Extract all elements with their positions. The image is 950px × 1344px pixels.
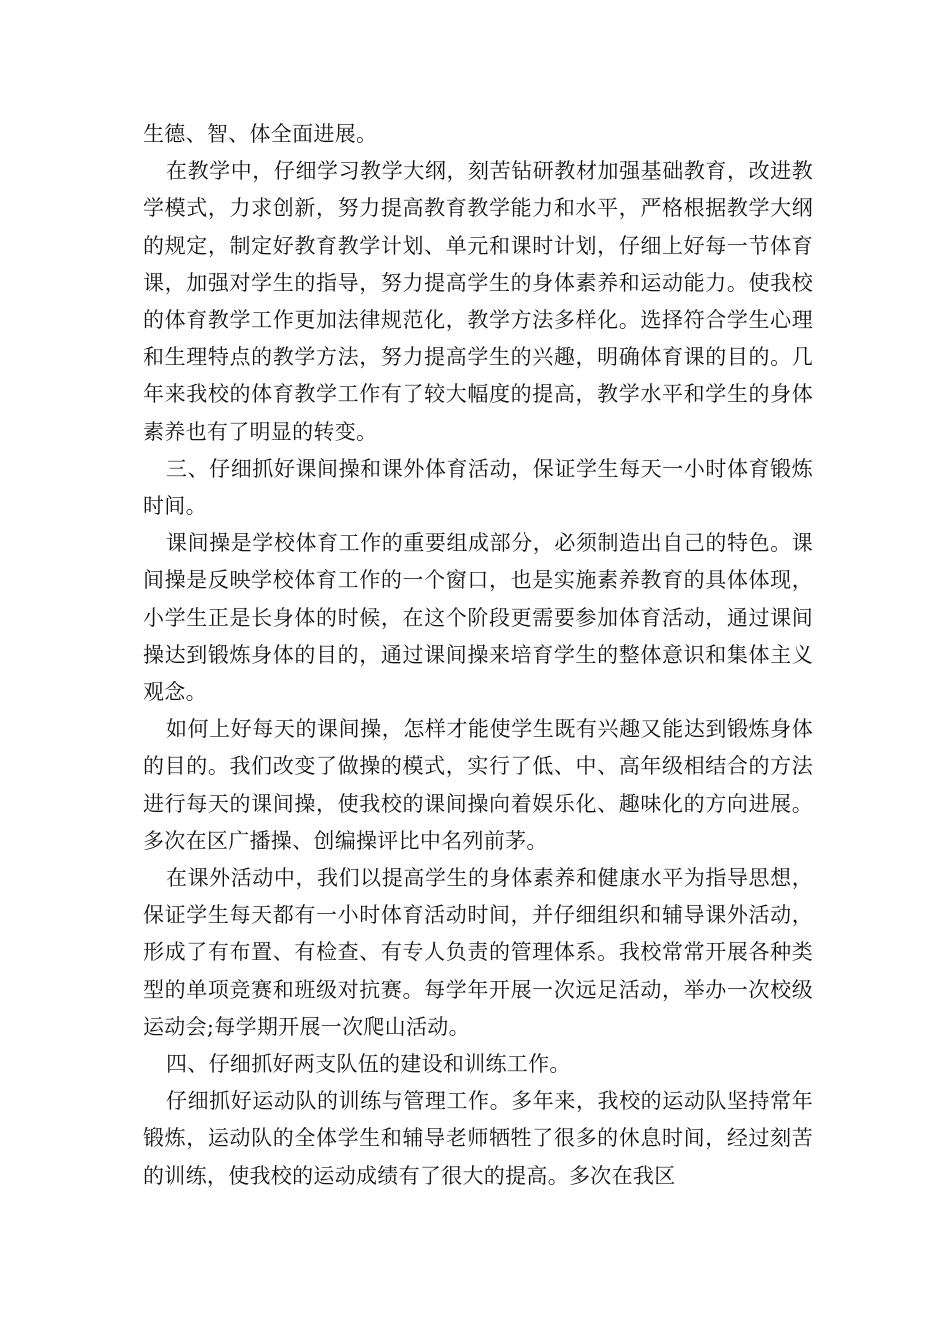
paragraph-4: 课间操是学校体育工作的重要组成部分，必须制造出自己的特色。课间操是反映学校体育工作的一个窗口，也是实施素养教育的具体体现，小学生正是长身体的时候，在这个阶段更需要参加体育活动，通过课间操达到锻炼身体的目的，通过课间操来培育学生的整体意识和集体主义观念。: [143, 531, 813, 705]
paragraph-2: 在教学中，仔细学习教学大纲，刻苦钻研教材加强基础教育，改进教学模式，力求创新，努力提高教育教学能力和水平，严格根据教学大纲的规定，制定好教育教学计划、单元和课时计划，仔细上好每一节体育课，加强对学生的指导，努力提高学生的身体素养和运动能力。使我校的体育教学工作更加法律规范化，教学方法多样化。选择符合学生心理和生理特点的教学方法，努力提高学生的兴趣，明确体育课的目的。几年来我校的体育教学工作有了较大幅度的提高，教学水平和学生的身体素养也有了明显的转变。: [143, 159, 813, 444]
paragraph-1: 生德、智、体全面进展。: [143, 122, 378, 146]
paragraph-6: 在课外活动中，我们以提高学生的身体素养和健康水平为指导思想，保证学生每天都有一小时体育活动时间，并仔细组织和辅导课外活动，形成了有布置、有检查、有专人负责的管理体系。我校常常开展各种类型的单项竞赛和班级对抗赛。每学年开展一次远足活动，举办一次校级运动会;每学期开展一次爬山活动。: [143, 866, 813, 1039]
section-heading-3: 三、仔细抓好课间操和课外体育活动，保证学生每天一小时体育锻炼时间。: [143, 456, 813, 519]
document-body: [143, 116, 813, 1195]
paragraph-8: 仔细抓好运动队的训练与管理工作。多年来，我校的运动队坚持常年锻炼，运动队的全体学生和辅导老师牺牲了很多的休息时间，经过刻苦的训练，使我校的运动成绩有了很大的提高。多次在我区: [143, 1089, 813, 1188]
section-heading-4: 四、仔细抓好两支队伍的建设和训练工作。: [166, 1052, 571, 1077]
paragraph-5: 如何上好每天的课间操，怎样才能使学生既有兴趣又能达到锻炼身体的目的。我们改变了做操的模式，实行了低、中、高年级相结合的方法进行每天的课间操，使我校的课间操向着娱乐化、趣味化的方向进展。多次在区广播操、创编操评比中名列前茅。: [143, 717, 813, 853]
